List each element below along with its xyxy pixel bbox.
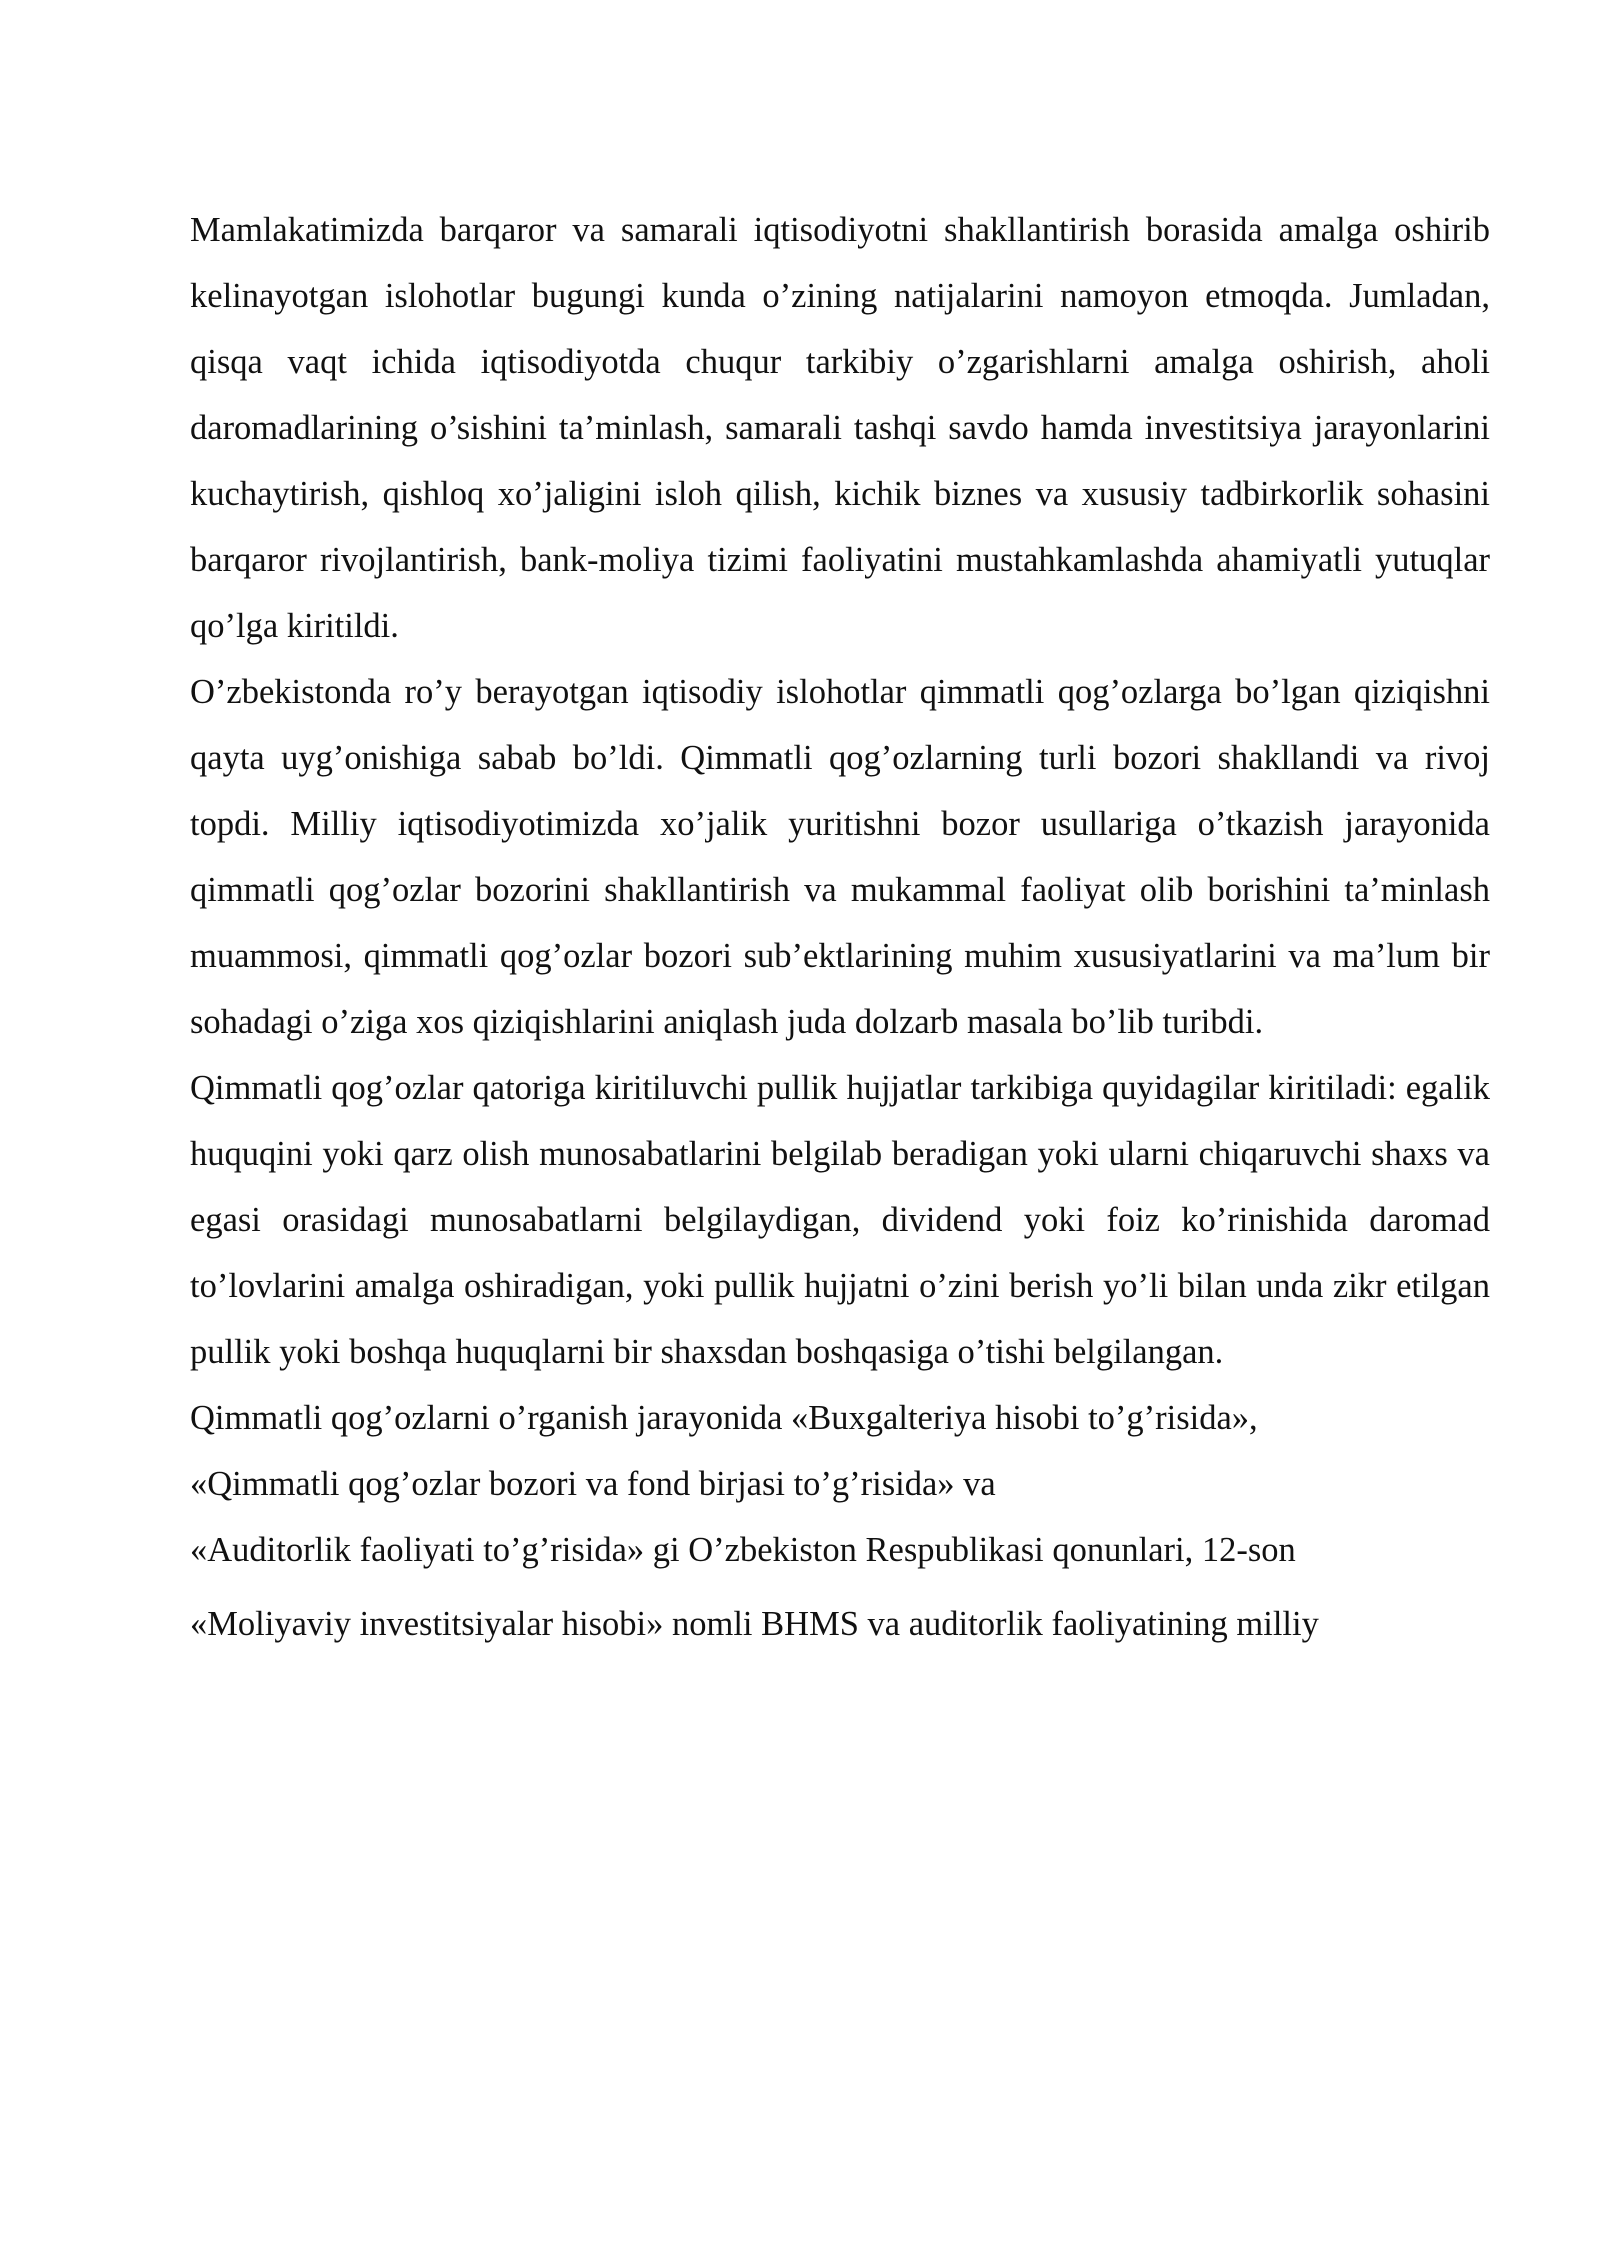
paragraph-4-line-3: «Auditorlik faoliyati to’g’risida» gi O’zbekiston Respublikasi qonunlari, 12-son xyxy=(190,1531,1296,1569)
document-body xyxy=(190,197,1490,1657)
paragraph-4-line-2: «Qimmatli qog’ozlar bozori va fond birjasi to’g’risida» va xyxy=(190,1465,996,1503)
paragraph-4-line-1: Qimmatli qog’ozlarni o’rganish jarayonida «Buxgalteriya hisobi to’g’risida», xyxy=(190,1399,1258,1437)
paragraph-4-line-4: «Moliyaviy investitsiyalar hisobi» nomli BHMS va auditorlik faoliyatining milliy xyxy=(190,1605,1319,1643)
paragraph-2: O’zbekistonda ro’y berayotgan iqtisodiy islohotlar qimmatli qog’ozlarga bo’lgan qiziqishni qayta uyg’onishiga sabab bo’ldi. Qimmatli qog’ozlarning turli bozori shakllandi va rivoj topdi. Milliy iqtisodiyotimizda xo’jalik yuritishni bozor usullariga o’tkazish jarayonida qimmatli qog’ozlar bozorini shakllantirish va mukammal faoliyat olib borishini ta’minlash muammosi, qimmatli qog’ozlar bozori sub’ektlarining muhim xususiyatlarini va ma’lum bir sohadagi o’ziga xos qiziqishlarini aniqlash juda dolzarb masala bo’lib turibdi. xyxy=(190,673,1490,1041)
paragraph-3: Qimmatli qog’ozlar qatoriga kiritiluvchi pullik hujjatlar tarkibiga quyidagilar kiritiladi: egalik huquqini yoki qarz olish munosabatlarini belgilab beradigan yoki ularni chiqaruvchi shaxs va egasi orasidagi munosabatlarni belgilaydigan, dividend yoki foiz ko’rinishida daromad to’lovlarini amalga oshiradigan, yoki pullik hujjatni o’zini berish yo’li bilan unda zikr etilgan pullik yoki boshqa huquqlarni bir shaxsdan boshqasiga o’tishi belgilangan. xyxy=(190,1069,1490,1371)
paragraph-1: Mamlakatimizda barqaror va samarali iqtisodiyotni shakllantirish borasida amalga oshirib kelinayotgan islohotlar bugungi kunda o’zining natijalarini namoyon etmoqda. Jumladan, qisqa vaqt ichida iqtisodiyotda chuqur tarkibiy o’zgarishlarni amalga oshirish, aholi daromadlarining o’sishini ta’minlash, samarali tashqi savdo hamda investitsiya jarayonlarini kuchaytirish, qishloq xo’jaligini isloh qilish, kichik biznes va xususiy tadbirkorlik sohasini barqaror rivojlantirish, bank-moliya tizimi faoliyatini mustahkamlashda ahamiyatli yutuqlar qo’lga kiritildi. xyxy=(190,211,1490,645)
